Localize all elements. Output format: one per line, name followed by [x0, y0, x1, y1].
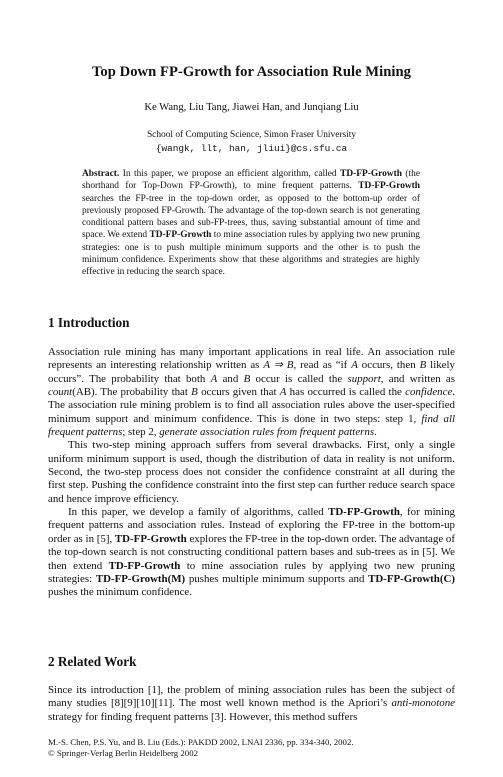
footer-copyright: © Springer-Verlag Berlin Heidelberg 2002 — [48, 748, 198, 758]
footer-citation: M.-S. Chen, P.S. Yu, and B. Liu (Eds.): PAKDD 2002, LNAI 2336, pp. 334-340, 2002. — [48, 737, 354, 747]
section-heading-related-work: 2 Related Work — [48, 654, 137, 669]
abstract-label: Abstract. — [82, 169, 120, 179]
abstract-text: In this paper, we propose an efficient algorithm, called — [119, 169, 341, 179]
abstract-term: TD-FP-Growth — [340, 169, 402, 179]
intro-paragraph-2: This two-step mining approach suffers from several drawbacks. First, only a single uniform minimum support is used, though the distribution of data in reality is not uniform. Second, the two-step process does not consider the confidence constraint at all during the first step. Pushing the confidence constraint into the first step can further reduce search space and hence improve efficiency. — [48, 439, 455, 505]
abstract-term: TD-FP-Growth — [358, 181, 420, 192]
paper-affiliation: School of Computing Science, Simon Fraser University — [146, 130, 357, 140]
abstract-text: searches the FP-tree in the top-down order, as opposed to the bottom-up order of previously proposed FP-Growth. The advantage of the top-down search is not generating conditional pattern bases and sub-FP-trees, thus, saving substantial amount of time and space. We extend — [82, 193, 420, 241]
abstract-text: (the shorthand for Top-Down FP-Growth), to mine frequent patterns. — [82, 169, 420, 192]
intro-paragraph-3: In this paper, we develop a family of algorithms, called TD-FP-Growth, for mining frequent patterns and association rules. Instead of exploring the FP-tree in the bottom-up order as in [5], TD-FP-Growth explores the FP-tree in the top-down order. The advantage of the top-down search is not constructing conditional pattern bases and sub-trees as in [5]. We then extend TD-FP-Growth to mine association rules by applying two new pruning strategies: TD-FP-Growth(M) pushes multiple minimum supports and TD-FP-Growth(C) pushes the minimum confidence. — [48, 506, 455, 599]
term-confidence: confidence — [405, 386, 453, 399]
introduction-body — [48, 346, 455, 600]
intro-paragraph-1: Association rule mining has many important applications in real life. An association rule represents an interesting relationship written as A ⇒ B, read as “if A occurs, then B likely occurs”. The probability that both A and B occur is called the support, and written as count(AB). The probability that B occurs given that A has occurred is called the confidence. The association rule mining problem is to find all association rules above the user-specified minimum support and minimum confidence. This is done in two steps: step 1, find all frequent patterns; step 2, generate association rules from frequent patterns. — [48, 346, 456, 439]
author-emails: {wangk, llt, han, jliui}@cs.sfu.ca — [155, 143, 348, 154]
related-work-body — [48, 684, 455, 724]
publication-footer — [48, 737, 354, 759]
term-anti-monotone: anti-monotone — [391, 697, 455, 710]
related-paragraph-1: Since its introduction [1], the problem of mining association rules has been the subject of many studies [8][9][10][11]. The most well known method is the Apriori’s anti-monotone strategy for finding frequent patterns [3]. However, this method suffers — [48, 684, 455, 723]
section-heading-introduction: 1 Introduction — [48, 315, 130, 330]
paper-authors: Ke Wang, Liu Tang, Jiawei Han, and Junqiang Liu — [144, 102, 359, 113]
term-support: support — [347, 372, 381, 385]
abstract-term: TD-FP-Growth — [149, 230, 212, 241]
paper-title: Top Down FP-Growth for Association Rule Mining — [91, 64, 412, 80]
abstract-text: to mine association rules by applying two new pruning strategies: one is to push multiple minimum supports and the other is to push the minimum confidence. Experiments show that these algorithms and strategies are highly effective in reducing the search space. — [82, 230, 420, 278]
rule-formula: A ⇒ B — [263, 359, 294, 372]
abstract — [82, 168, 420, 279]
